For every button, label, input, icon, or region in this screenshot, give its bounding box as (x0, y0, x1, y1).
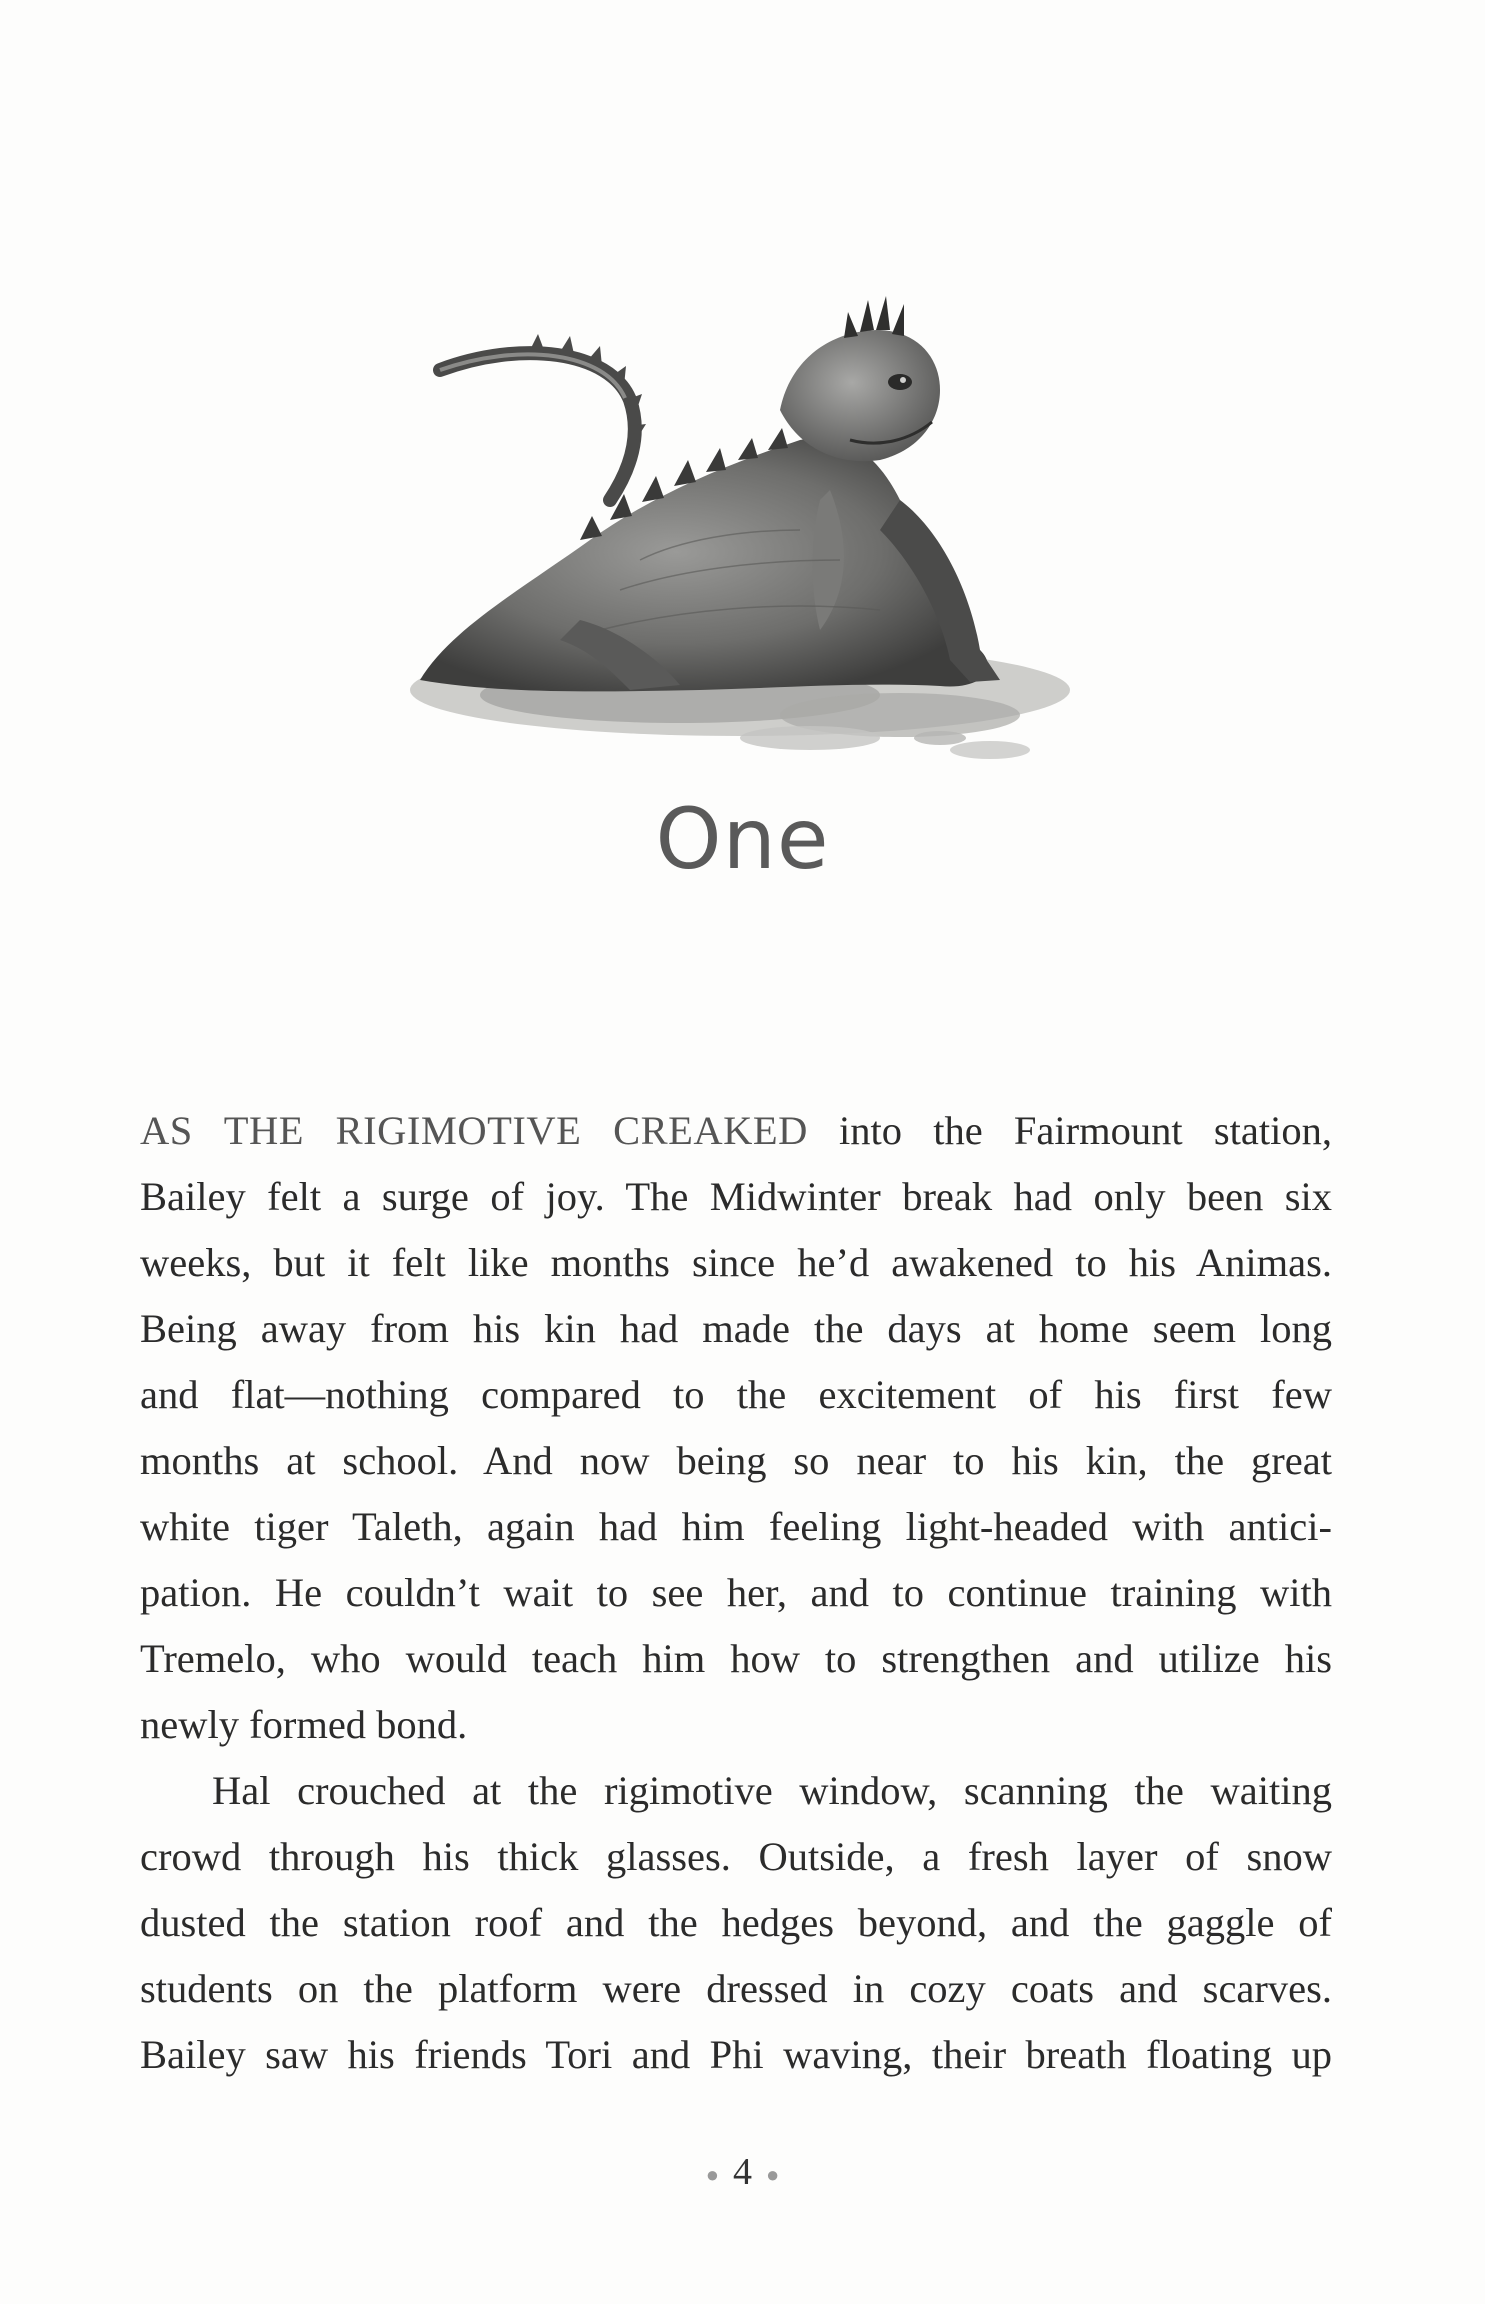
body-text (140, 1098, 1332, 2088)
line-text: into the Fairmount station, (807, 1108, 1332, 1153)
text-line: weeks, but it felt like months since he’d awakened to his Animas. (140, 1240, 1332, 1285)
text-line: Tremelo, who would teach him how to strengthen and utilize his (140, 1636, 1332, 1681)
chapter-lead-in: AS THE RIGIMOTIVE CREAKED (140, 1108, 808, 1153)
iguana-lizard-illustration (380, 290, 1100, 770)
dot-ornament-icon: ● (766, 2162, 780, 2188)
page-number-footer (0, 2150, 1485, 2194)
paragraph-2 (140, 1758, 1332, 2088)
page-number: 4 (733, 2151, 752, 2193)
text-line: pation. He couldn’t wait to see her, and to continue training with (140, 1570, 1332, 1615)
text-line: students on the platform were dressed in cozy coats and scarves. (140, 1966, 1332, 2011)
text-line: dusted the station roof and the hedges beyond, and the gaggle of (140, 1900, 1332, 1945)
text-line: Bailey saw his friends Tori and Phi waving, their breath floating up (140, 2032, 1332, 2077)
text-line: and flat—nothing compared to the excitement of his first few (140, 1372, 1332, 1417)
text-line (140, 1098, 1332, 1164)
chapter-title: One (655, 790, 830, 888)
text-line: Being away from his kin had made the days at home seem long (140, 1306, 1332, 1351)
dot-ornament-icon: ● (705, 2162, 719, 2188)
text-line: Hal crouched at the rigimotive window, scanning the waiting (212, 1768, 1332, 1813)
text-line: Bailey felt a surge of joy. The Midwinter break had only been six (140, 1174, 1332, 1219)
text-line: months at school. And now being so near to his kin, the great (140, 1438, 1332, 1483)
text-line: crowd through his thick glasses. Outside, a fresh layer of snow (140, 1834, 1332, 1879)
text-line: newly formed bond. (140, 1702, 468, 1747)
paragraph-1 (140, 1098, 1332, 1758)
text-line: white tiger Taleth, again had him feeling light-headed with antici- (140, 1504, 1332, 1549)
